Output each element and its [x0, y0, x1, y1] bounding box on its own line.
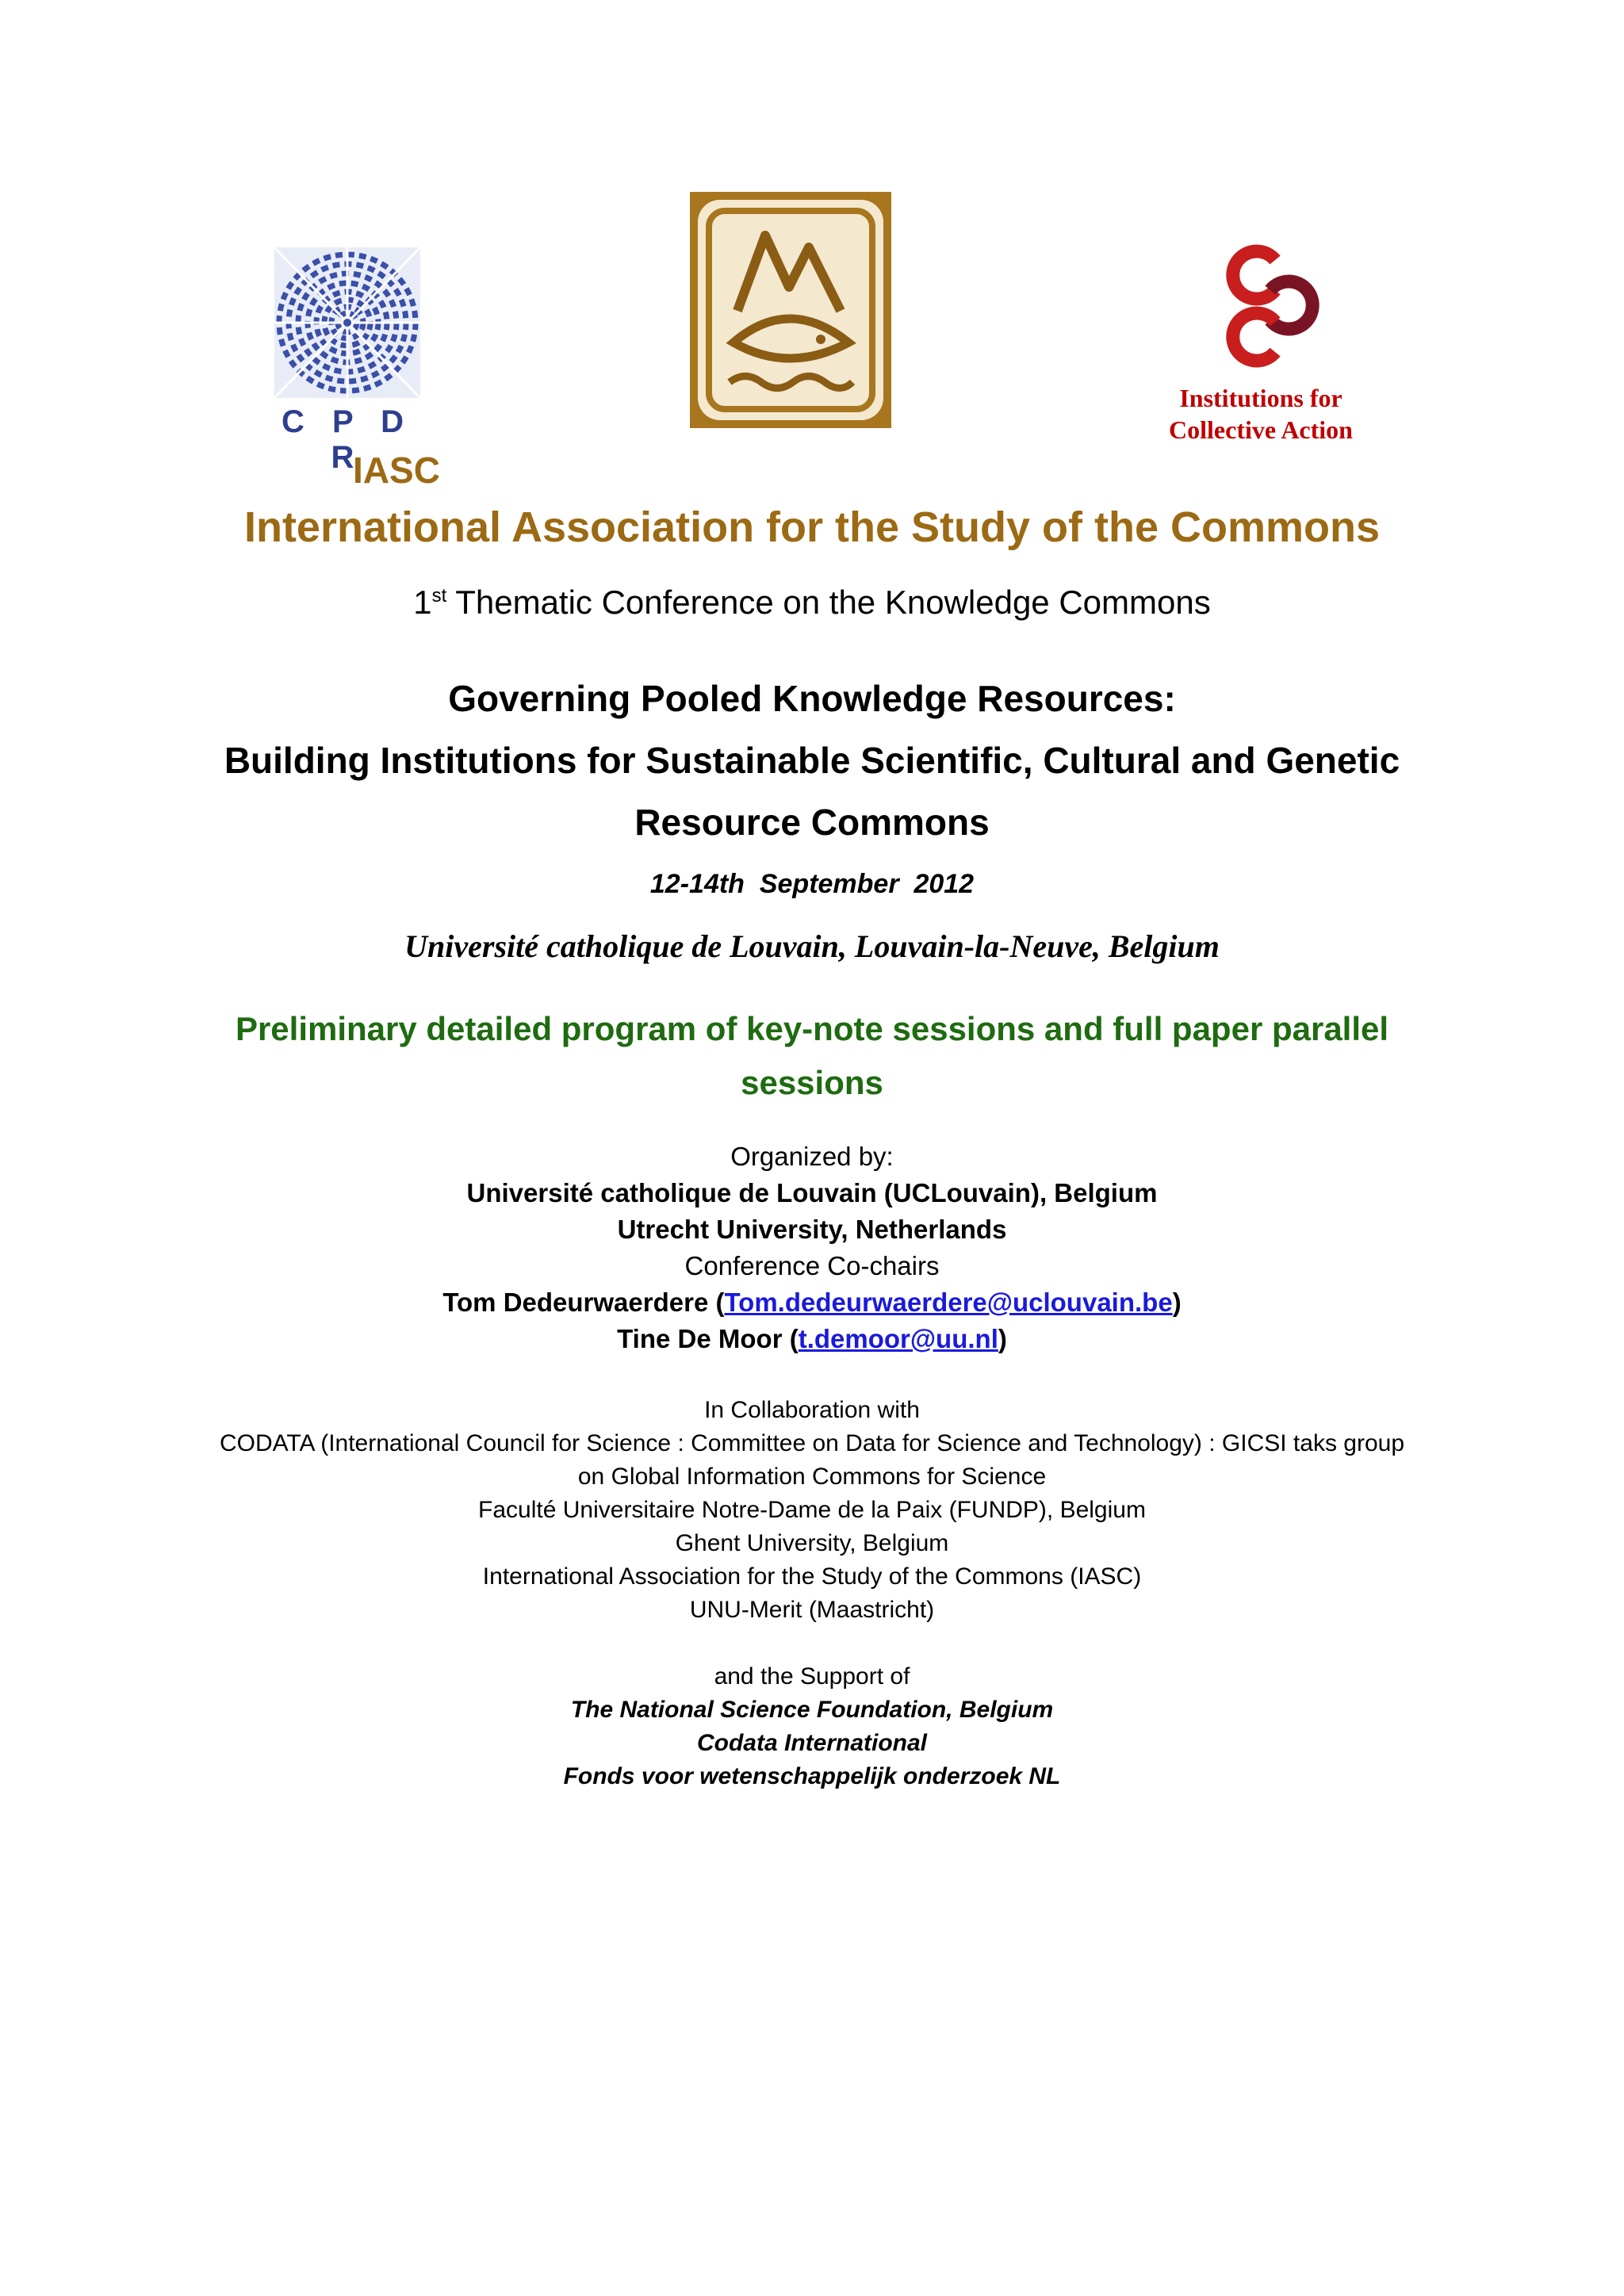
cochair-2: [0, 1321, 1624, 1357]
ica-label-line2: Collective Action: [1169, 415, 1353, 444]
cochair-2-name: Tine De Moor (: [617, 1324, 799, 1353]
collaboration-heading: In Collaboration with: [704, 1397, 920, 1423]
cpdr-label: C P D R: [282, 404, 413, 475]
conference-subtitle: [0, 584, 1624, 622]
organizers-section: [0, 1138, 1624, 1357]
support-item: Fonds voor wetenschappelijk onderzoek NL: [563, 1763, 1061, 1789]
organizer-utrecht: Utrecht University, Netherlands: [617, 1215, 1007, 1244]
cpdr-logo: [274, 247, 420, 398]
cochair-1-name: Tom Dedeurwaerdere (: [442, 1288, 725, 1317]
main-title-line2: Building Institutions for Sustainable Scientific, Cultural and Genetic: [224, 740, 1400, 781]
support-item: Codata International: [696, 1730, 928, 1756]
iasc-full-name: International Association for the Study of the Commons: [243, 503, 1381, 551]
support-heading: and the Support of: [714, 1663, 910, 1689]
organizer-uclouvain: Université catholique de Louvain (UCLouvain), Belgium: [466, 1178, 1158, 1207]
support-section: [0, 1660, 1624, 1793]
cochair-2-close: ): [998, 1324, 1007, 1353]
collaboration-section: [0, 1394, 1624, 1627]
program-title: [0, 1002, 1624, 1110]
conference-dates: 12-14th September 2012: [649, 869, 975, 899]
conference-ordinal-suffix: st: [431, 585, 447, 607]
ica-label-line1: Institutions for: [1179, 384, 1342, 412]
collaboration-item: UNU-Merit (Maastricht): [689, 1597, 935, 1623]
cochair-1-email-link[interactable]: Tom.dedeurwaerdere@uclouvain.be: [724, 1288, 1173, 1317]
iasc-logo: [690, 192, 891, 428]
main-title-line1: Governing Pooled Knowledge Resources:: [448, 678, 1176, 719]
conference-name: Thematic Conference on the Knowledge Commons: [446, 584, 1211, 621]
main-title-line3: Resource Commons: [634, 802, 990, 843]
collaboration-item: Ghent University, Belgium: [675, 1530, 949, 1556]
support-item: The National Science Foundation, Belgium: [570, 1697, 1054, 1723]
collaboration-item: Faculté Universitaire Notre-Dame de la Paix (FUNDP), Belgium: [478, 1497, 1146, 1523]
main-title: [0, 668, 1624, 853]
collaboration-item: on Global Information Commons for Science: [577, 1464, 1047, 1490]
program-title-line1: Preliminary detailed program of key-note sessions and full paper parallel: [235, 1010, 1389, 1047]
organized-heading: Organized by:: [730, 1142, 894, 1171]
collaboration-item: International Association for the Study of the Commons (IASC): [482, 1563, 1142, 1590]
ica-label: [1126, 382, 1396, 446]
iasc-acronym: IASC: [353, 450, 440, 491]
cochair-1-close: ): [1172, 1288, 1182, 1317]
cochair-1: [0, 1284, 1624, 1321]
cochair-2-email-link[interactable]: t.demoor@uu.nl: [798, 1324, 998, 1353]
collaboration-item: CODATA (International Council for Science : Committee on Data for Science and Technology) : GICSI taks group: [219, 1430, 1405, 1456]
conference-ordinal: 1: [413, 584, 432, 621]
ica-logo: [1205, 228, 1324, 376]
conference-venue: Université catholique de Louvain, Louvain-la-Neuve, Belgium: [404, 928, 1220, 964]
cochairs-heading: Conference Co-chairs: [684, 1251, 940, 1280]
program-title-line2: sessions: [741, 1064, 883, 1101]
